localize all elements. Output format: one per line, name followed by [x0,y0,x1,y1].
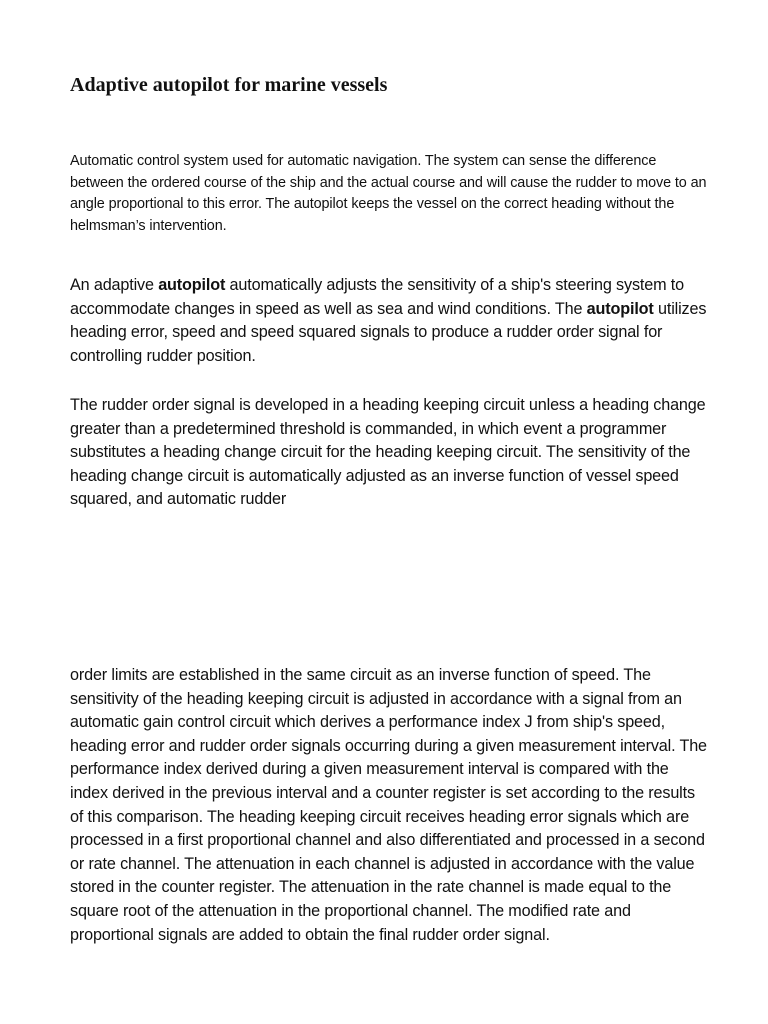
paragraph-adaptive-autopilot [70,274,710,368]
intro-paragraph: Automatic control system used for automatic navigation. The system can sense the difference between the ordered course of the ship and the actual course and will cause the rudder to move to an angle proportional to this error. The autopilot keeps the vessel on the correct heading without the helmsman’s intervention. [70,153,707,234]
document-title: Adaptive autopilot for marine vessels [70,74,388,96]
paragraph2-text-2: automatically adjusts the sensitivity of a ship's steering system to accommodate changes in speed as well as sea and wind conditions. The [70,276,684,318]
paragraph-rudder-order-signal: The rudder order signal is developed in a heading keeping circuit unless a heading change greater than a predetermined threshold is commanded, in which event a programmer substitutes a heading change circuit for the heading keeping circuit. The sensitivity of the heading change circuit is automatically adjusted as an inverse function of vessel speed squared, and automatic rudder [70,396,706,509]
paragraph2-bold-2: autopilot [586,299,654,318]
paragraph2-text-1: An adaptive [70,276,159,294]
paragraph2-bold-1: autopilot [158,276,226,294]
paragraph-order-limits: order limits are established in the same circuit as an inverse function of speed. The sensitivity of the heading keeping circuit is adjusted in accordance with a signal from an automatic gain control circuit which derives a performance index J from ship's speed, heading error and rudder order signals occurring during a given measurement interval. The performance index derived during a given measurement interval is compared with the index derived in the previous interval and a counter register is set according to the results of this comparison. The heading keeping circuit receives heading error signals which are processed in a first proportional channel and also differentiated and processed in a second or rate channel. The attenuation in each channel is adjusted in accordance with the value stored in the counter register. The attenuation in the rate channel is made equal to the square root of the attenuation in the proportional channel. The modified rate and proportional signals are added to obtain the final rudder order signal. [70,666,707,944]
paragraph2-text-3: utilizes heading error, speed and speed squared signals to produce a rudder order signal for controlling rudder position. [70,299,707,365]
